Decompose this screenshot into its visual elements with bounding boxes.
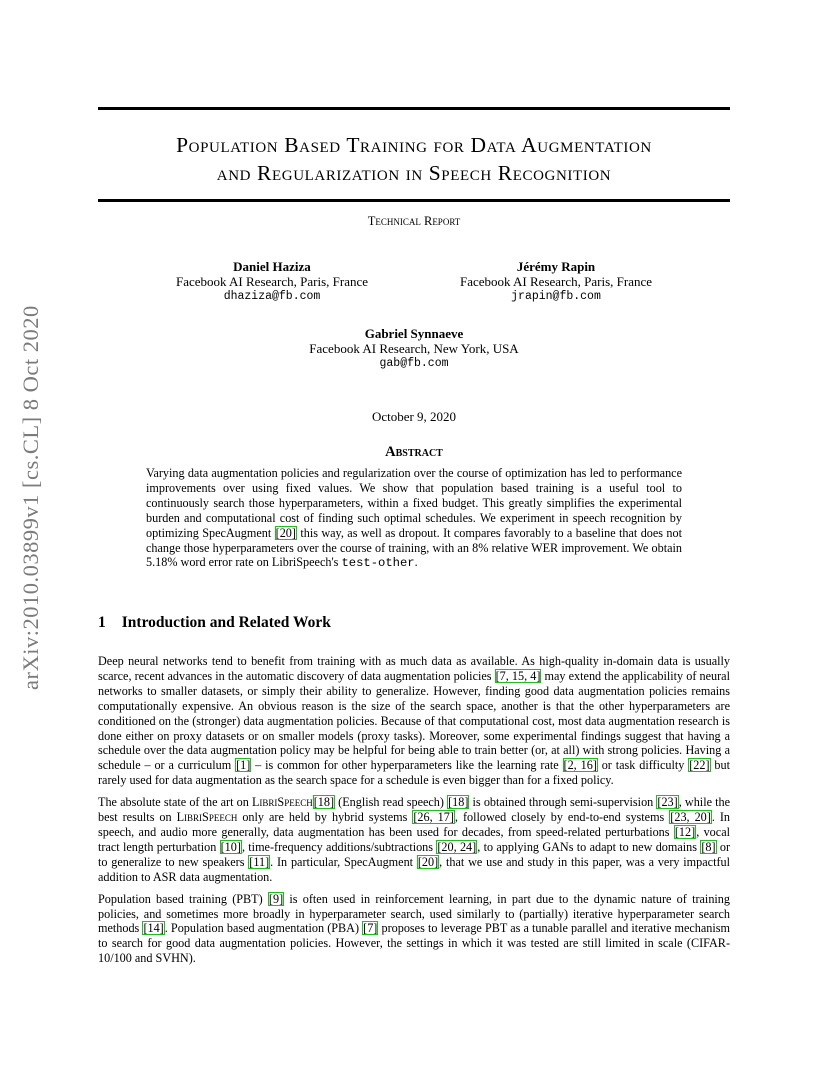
dataset-code: test-other: [341, 556, 415, 571]
abstract-text-part: .: [414, 555, 418, 570]
text-run: , that we use and study in this paper, was a very impactful addition to ASR data augmentation.: [98, 854, 730, 884]
citation-link[interactable]: [18]: [448, 795, 469, 810]
citation-link[interactable]: [26, 17]: [413, 810, 454, 825]
report-type: Technical Report: [367, 214, 461, 228]
author-block-3: [284, 326, 544, 371]
citation-link[interactable]: [23, 20]: [670, 810, 711, 825]
text-run: Deep neural networks tend to benefit from training with as much data as available. As high-quality in-domain data is usually scarce, recent advances in the automatic discovery of data augmentation policies: [98, 654, 730, 683]
citation-link[interactable]: [18]: [313, 795, 335, 810]
paper-title-line-2: and Regularization in Speech Recognition: [216, 161, 612, 185]
text-run: . In particular, SpecAugment: [270, 854, 417, 869]
citation-link[interactable]: [7, 15, 4]: [495, 668, 541, 683]
citation-link[interactable]: [2, 16]: [563, 758, 597, 773]
text-run: , followed closely by end-to-end systems: [454, 810, 670, 825]
citation-link[interactable]: [23]: [657, 795, 678, 810]
citation-link[interactable]: [1]: [236, 758, 251, 773]
author-email[interactable]: jrapin@fb.com: [511, 290, 601, 303]
section-title: Introduction and Related Work: [121, 614, 331, 631]
citation-link[interactable]: [12]: [674, 824, 696, 839]
section-number: 1: [98, 614, 106, 631]
paragraph-intro: [98, 654, 730, 788]
text-run: only are held by hybrid systems: [237, 810, 413, 825]
citation-link[interactable]: [20]: [417, 854, 439, 869]
abstract-heading: Abstract: [385, 444, 443, 460]
text-run: Population based training (PBT): [98, 891, 268, 906]
text-run: , time-frequency additions/subtractions: [241, 839, 437, 854]
author-block-2: [426, 259, 686, 304]
citation-link[interactable]: [20]: [275, 525, 296, 540]
text-run: or task difficulty: [597, 758, 689, 773]
paragraph-pbt: [98, 892, 730, 967]
citation-link[interactable]: [10]: [220, 839, 241, 854]
text-run: is often used in reinforcement learning, in part due to the dynamic nature of training policies, and sometimes more broadly in hyperparameter search, used similarly to (partially) iterative hyperparameter search methods: [98, 891, 730, 936]
title-top-rule: [98, 107, 730, 110]
author-name: Daniel Haziza: [233, 259, 311, 274]
paragraph-state-of-art: [98, 795, 730, 884]
section-heading: [98, 614, 331, 632]
arxiv-identifier: arXiv:2010.03899v1 [cs.CL] 8 Oct 2020: [18, 305, 43, 690]
author-email[interactable]: dhaziza@fb.com: [223, 290, 321, 303]
author-block-1: [142, 259, 402, 304]
abstract-text-part: Varying data augmentation policies and regularization over the course of optimization has led to performance improvements over using fixed values. We show that population based training is a useful tool to continuously search those hyperparameters, within a fixed budget. This greatly simplifies the experimental burden and computational cost of finding such optimal schedules. We experiment in speech recognition by optimizing SpecAugment: [146, 466, 682, 540]
title-bottom-rule: [98, 199, 730, 202]
text-run: may extend the applicability of neural networks to smaller datasets, or simply their ability to generalize. However, finding good data augmentation policies remains computationally expensive. An obvious reason is the size of the search space, another is that the other hyperparameters are conditioned on the (stronger) data augmentation policies. Because of that computational cost, most data augmentation research is done either on proxy datasets or on smaller models (proxy tasks). Moreover, some experimental findings suggest that having a schedule over the data augmentation policy may be helpful for being able to train better (or, at all) with strong policies. Having a schedule – or a curriculum: [98, 668, 730, 773]
text-run: , to applying GANs to adapt to new domains: [477, 839, 701, 854]
text-run: , vocal tract length perturbation: [98, 824, 730, 854]
citation-link[interactable]: [14]: [143, 921, 164, 936]
text-run: or to generalize to new speakers: [98, 839, 730, 869]
text-run: – is common for other hyperparameters like the learning rate: [251, 758, 563, 773]
dataset-name: LibriSpeech: [251, 795, 313, 810]
paper-title-line-1: Population Based Training for Data Augmentation: [176, 133, 652, 157]
author-affiliation: Facebook AI Research, New York, USA: [309, 341, 519, 356]
text-run: . Population based augmentation (PBA): [164, 921, 363, 936]
citation-link[interactable]: [22]: [689, 758, 710, 773]
text-run: The absolute state of the art on: [98, 795, 252, 810]
text-run: , while the best results on: [98, 795, 731, 825]
dataset-name: LibriSpeech: [176, 810, 238, 825]
citation-link[interactable]: [20, 24]: [437, 839, 477, 854]
abstract-text: [146, 466, 682, 571]
author-name: Jérémy Rapin: [516, 259, 596, 274]
text-run: proposes to leverage PBT as a tunable parallel and iterative mechanism to search for good data augmentation policies. However, the settings in which it was tested are still limited in scale (CIFAR-10/100 and SVHN).: [98, 921, 730, 966]
text-run: . In speech, and audio more generally, data augmentation has been used for decades, from speed-related perturbations: [98, 810, 731, 839]
author-name: Gabriel Synnaeve: [364, 326, 464, 341]
text-run: but rarely used for data augmentation as the search space for a schedule is even bigger than for a fixed policy.: [98, 758, 730, 788]
author-affiliation: Facebook AI Research, Paris, France: [459, 274, 653, 289]
author-email[interactable]: gab@fb.com: [379, 357, 449, 370]
citation-link[interactable]: [11]: [249, 854, 270, 869]
author-affiliation: Facebook AI Research, Paris, France: [175, 274, 369, 289]
text-run: is obtained through semi-supervision: [469, 795, 657, 810]
abstract-text-part: this way, as well as dropout. It compares favorably to a baseline that does not change those hyperparameters over the course of training, with an 8% relative WER improvement. We obtain 5.18% word error rate on LibriSpeech's: [146, 525, 683, 570]
body-text: [98, 654, 730, 973]
text-run: (English read speech): [335, 795, 448, 810]
citation-link[interactable]: [8]: [701, 839, 716, 854]
paper-date: October 9, 2020: [371, 409, 457, 424]
citation-link[interactable]: [7]: [363, 921, 378, 936]
citation-link[interactable]: [9]: [268, 891, 284, 906]
